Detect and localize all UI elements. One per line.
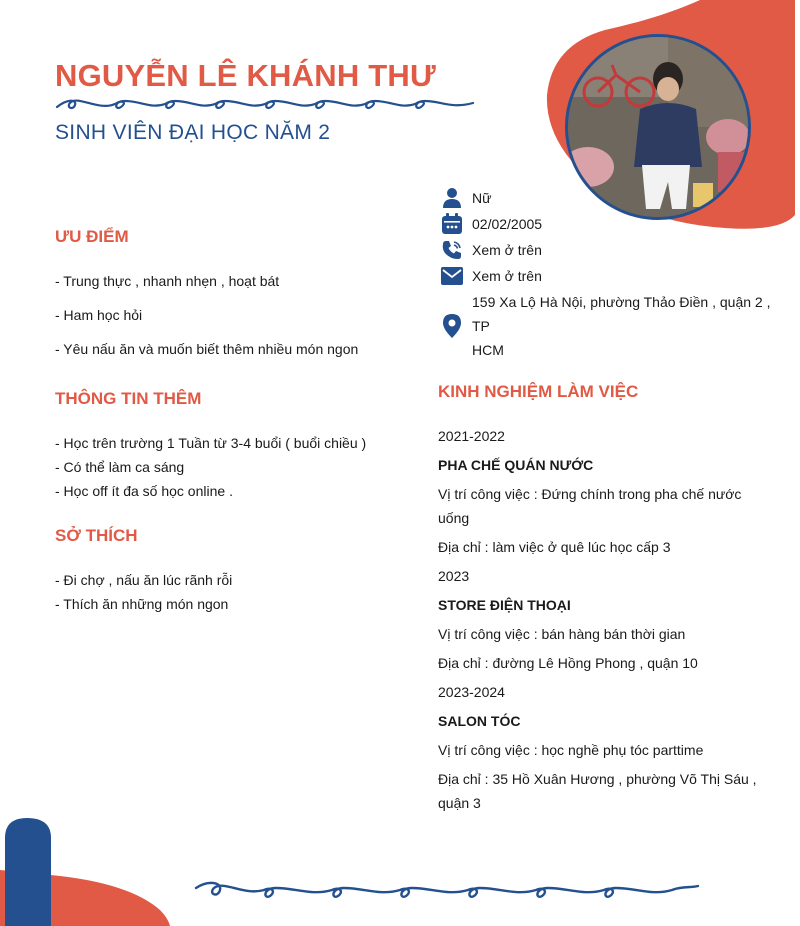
extra-info-item: - Học off ít đa số học online . (55, 483, 233, 499)
location-pin-icon (440, 314, 464, 338)
job-company: STORE ĐIỆN THOẠI (438, 597, 571, 613)
candidate-name: NGUYỄN LÊ KHÁNH THƯ (55, 58, 436, 93)
hobby-item: - Đi chợ , nấu ăn lúc rãnh rỗi (55, 572, 233, 588)
contact-info (440, 186, 785, 364)
hobby-item: - Thích ăn những món ngon (55, 596, 229, 612)
experience-list (438, 424, 758, 820)
strength-item: - Trung thực , nhanh nhẹn , hoạt bát (55, 273, 280, 289)
address-line-1: 159 Xa Lộ Hà Nội, phường Thảo Điền , quận 2 , TP (472, 294, 771, 334)
job-period: 2023-2024 (438, 684, 505, 700)
decorative-squiggle-footer (192, 876, 702, 910)
job-position: Vị trí công việc : học nghề phụ tóc parttime (438, 742, 704, 758)
person-icon (440, 186, 464, 210)
phone-icon (440, 238, 464, 262)
strengths-title: ƯU ĐIỂM (55, 227, 129, 246)
experience-title: KINH NGHIỆM LÀM VIỆC (438, 382, 639, 401)
job-period: 2023 (438, 568, 470, 584)
decorative-squiggle-header (55, 95, 475, 115)
calendar-icon (440, 212, 464, 236)
job-address: Địa chỉ : đường Lê Hồng Phong , quận 10 (438, 655, 698, 671)
candidate-subtitle: SINH VIÊN ĐẠI HỌC NĂM 2 (55, 121, 331, 144)
gender-text: Nữ (472, 190, 492, 206)
address-text (472, 290, 785, 362)
job-address-line-1: Địa chỉ : 35 Hồ Xuân Hương , phường Võ Thị Sáu , (438, 771, 757, 787)
decorative-blob-bottom (0, 800, 200, 926)
contact-phone (440, 238, 785, 262)
job-position: Vị trí công việc : bán hàng bán thời gian (438, 626, 686, 642)
birthday-text: 02/02/2005 (472, 216, 543, 232)
contact-email (440, 264, 785, 288)
strength-item: - Ham học hỏi (55, 307, 143, 323)
extra-info-item: - Có thể làm ca sáng (55, 459, 185, 475)
contact-birthday (440, 212, 785, 236)
job-address (438, 767, 758, 815)
mail-icon (440, 264, 464, 288)
job-address-line-2: quận 3 (438, 795, 481, 811)
job-company: SALON TÓC (438, 713, 521, 729)
job-period: 2021-2022 (438, 428, 505, 444)
email-text: Xem ở trên (472, 268, 542, 284)
phone-text: Xem ở trên (472, 242, 542, 258)
job-position (438, 482, 758, 530)
job-address: Địa chỉ : làm việc ở quê lúc học cấp 3 (438, 539, 671, 555)
job-position-line-1: Vị trí công việc : Đứng chính trong pha chế nước (438, 486, 742, 502)
job-company: PHA CHẾ QUÁN NƯỚC (438, 457, 594, 473)
hobbies-title: SỞ THÍCH (55, 526, 138, 545)
contact-gender (440, 186, 785, 210)
job-position-line-2: uống (438, 510, 470, 526)
extra-info-item: - Học trên trường 1 Tuần từ 3-4 buổi ( buổi chiều ) (55, 435, 367, 451)
strength-item: - Yêu nấu ăn và muốn biết thêm nhiều món ngon (55, 341, 359, 357)
extra-info-title: THÔNG TIN THÊM (55, 389, 202, 408)
contact-address (440, 290, 785, 362)
address-line-2: HCM (472, 342, 504, 358)
